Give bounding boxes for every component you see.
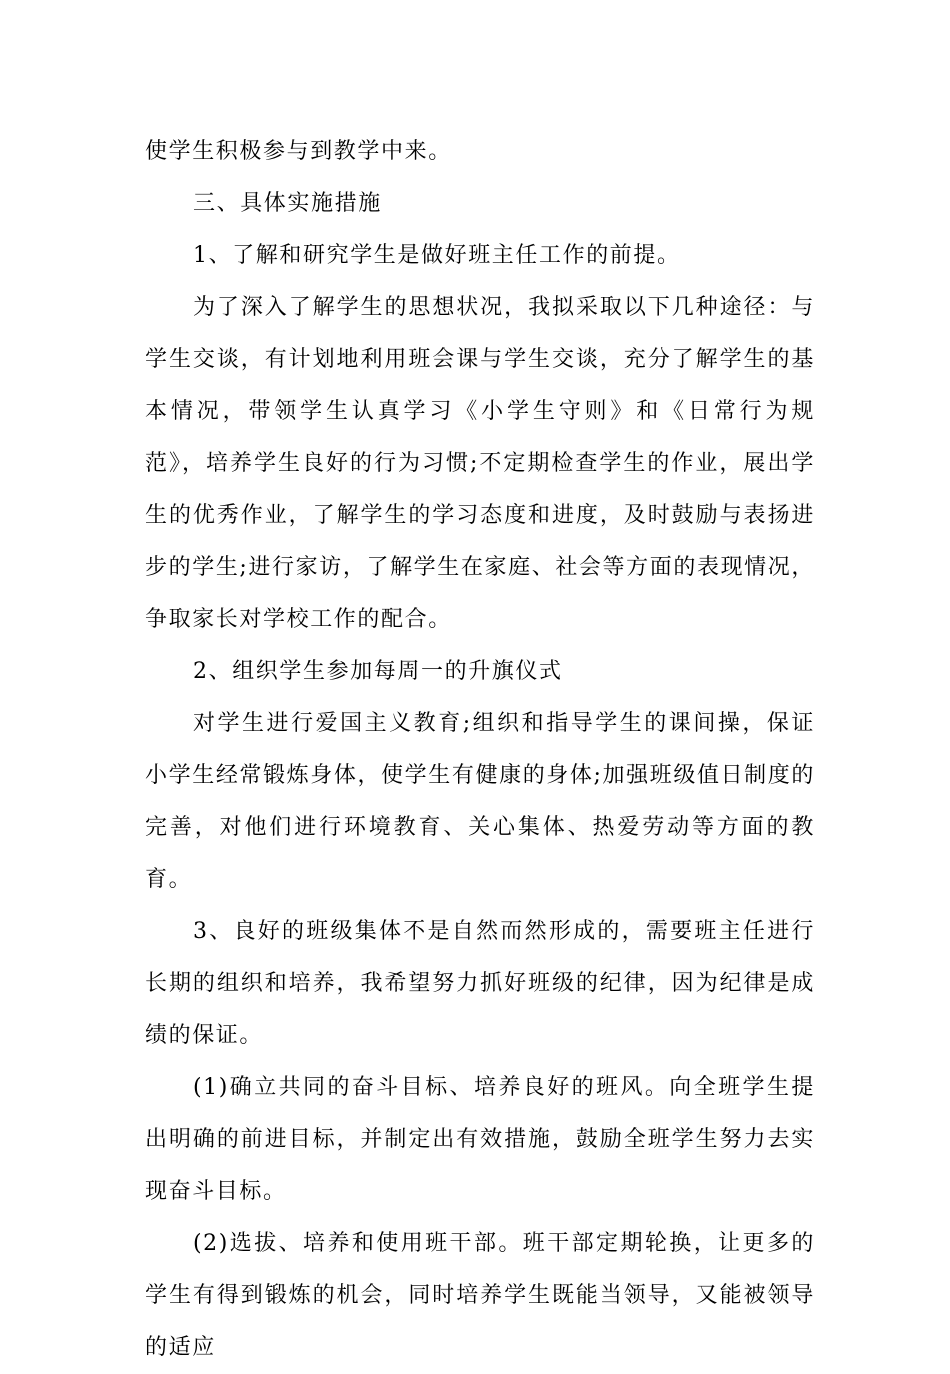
item-heading: 1、了解和研究学生是做好班主任工作的前提。 — [193, 243, 681, 268]
document-body — [145, 126, 815, 1374]
paragraph: 为了深入了解学生的思想状况，我拟采取以下几种途径：与学生交谈，有计划地利用班会课与学生交谈，充分了解学生的基本情况，带领学生认真学习《小学生守则》和《日常行为规范》，培养学生良好的行为习惯;不定期检查学生的作业，展出学生的优秀作业，了解学生的学习态度和进度，及时鼓励与表扬进步的学生;进行家访，了解学生在家庭、社会等方面的表现情况，争取家长对学校工作的配合。 — [145, 295, 815, 632]
paragraph: 使学生积极参与到教学中来。 — [145, 139, 452, 164]
paragraph: 3、良好的班级集体不是自然而然形成的，需要班主任进行长期的组织和培养，我希望努力抓好班级的纪律，因为纪律是成绩的保证。 — [145, 919, 815, 1048]
section-heading: 三、具体实施措施 — [193, 191, 382, 216]
paragraph: 对学生进行爱国主义教育;组织和指导学生的课间操，保证小学生经常锻炼身体，使学生有健康的身体;加强班级值日制度的完善，对他们进行环境教育、关心集体、热爱劳动等方面的教育。 — [145, 711, 815, 892]
paragraph: (2)选拔、培养和使用班干部。班干部定期轮换，让更多的学生有得到锻炼的机会，同时培养学生既能当领导，又能被领导的适应 — [145, 1231, 815, 1360]
paragraph: (1)确立共同的奋斗目标、培养良好的班风。向全班学生提出明确的前进目标，并制定出有效措施，鼓励全班学生努力去实现奋斗目标。 — [145, 1075, 815, 1204]
item-heading: 2、组织学生参加每周一的升旗仪式 — [193, 659, 563, 684]
